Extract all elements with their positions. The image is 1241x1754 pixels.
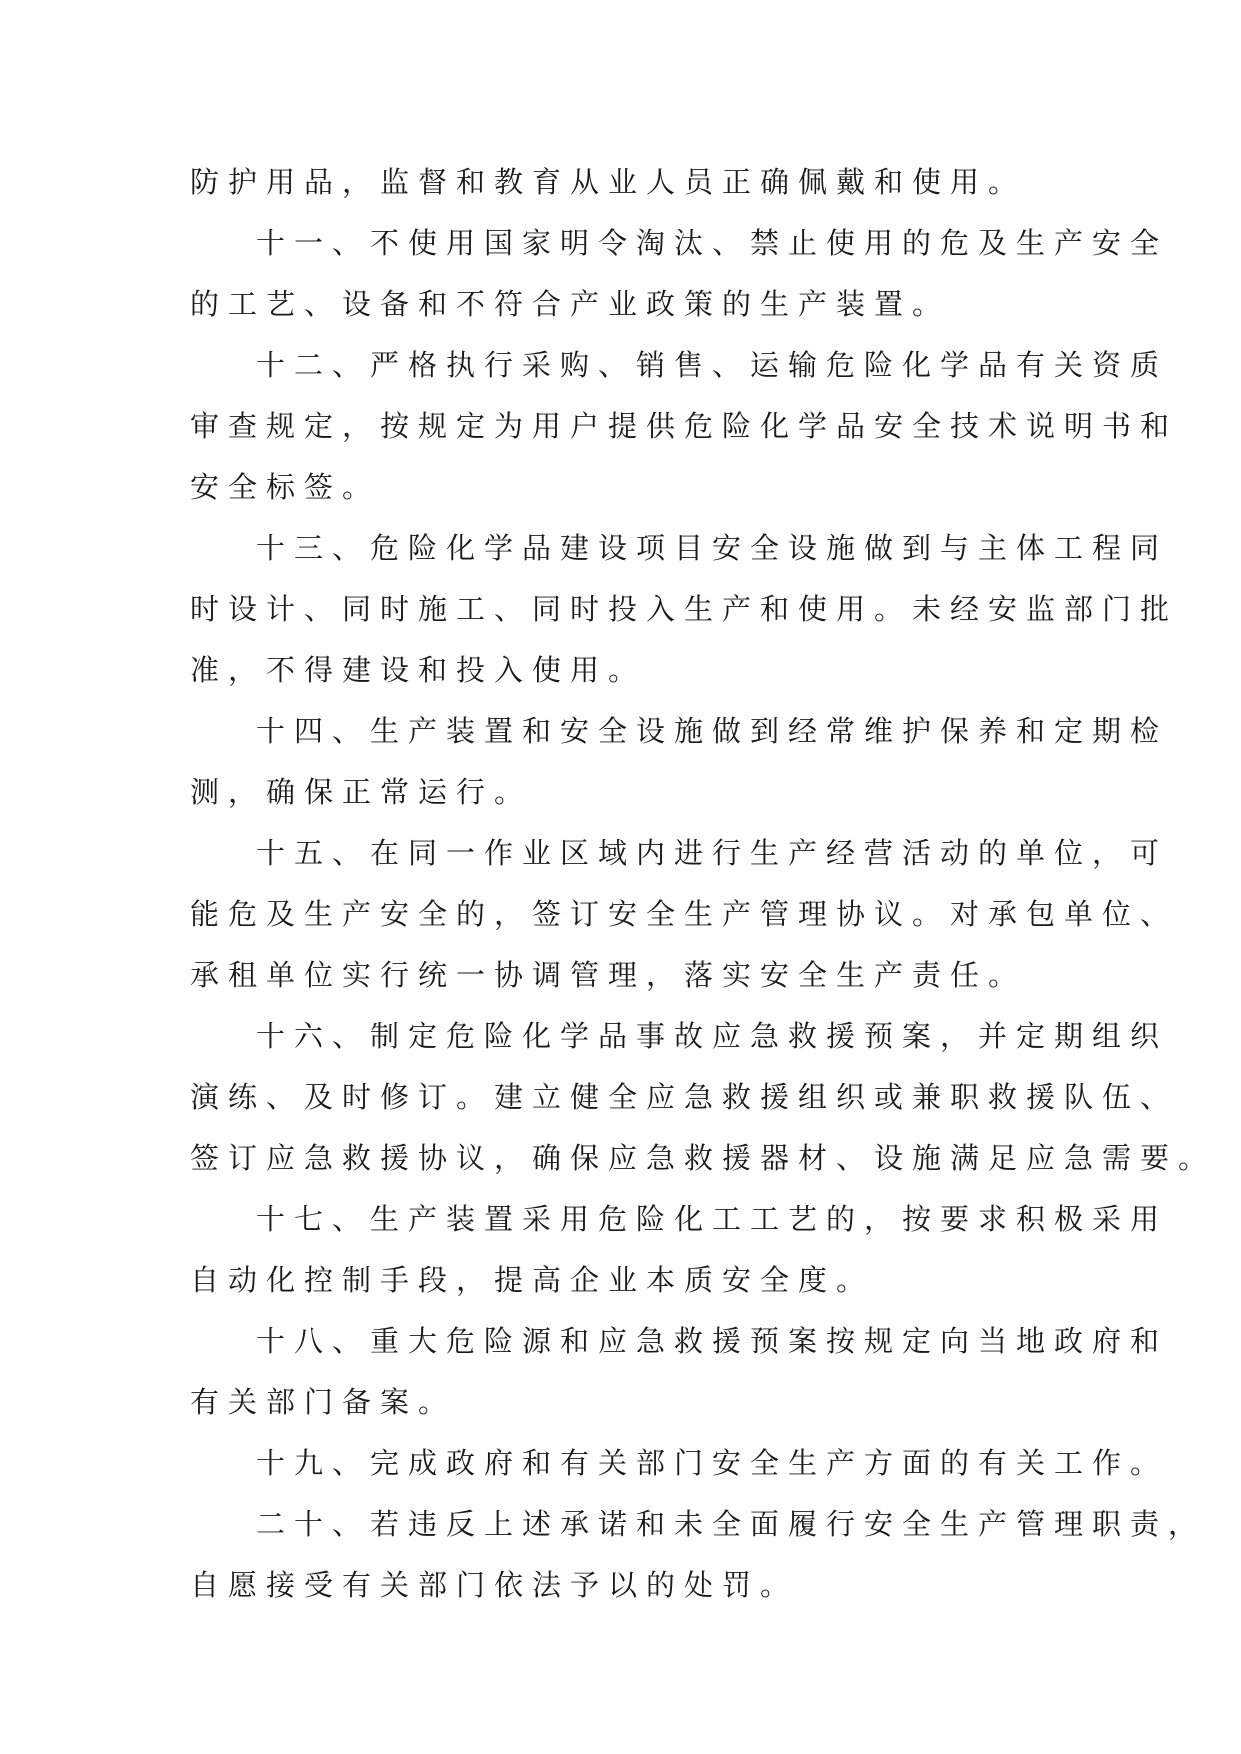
text-line: 的工艺、设备和不符合产业政策的生产装置。: [190, 287, 951, 321]
clause-20-line: 二十、若违反上述承诺和未全面履行安全生产管理职责，: [256, 1507, 1207, 1541]
text-line: 签订应急救援协议，确保应急救援器材、设施满足应急需要。: [190, 1141, 1217, 1175]
text-line: 时设计、同时施工、同时投入生产和使用。未经安监部门批: [190, 592, 1179, 626]
clause-13-line: 十三、危险化学品建设项目安全设施做到与主体工程同: [256, 531, 1169, 565]
clause-15-line: 十五、在同一作业区域内进行生产经营活动的单位，可: [256, 836, 1169, 870]
text-line: 准，不得建设和投入使用。: [190, 653, 647, 687]
clause-14-line: 十四、生产装置和安全设施做到经常维护保养和定期检: [256, 714, 1169, 748]
text-line: 自愿接受有关部门依法予以的处罚。: [190, 1568, 799, 1602]
text-line: 能危及生产安全的，签订安全生产管理协议。对承包单位、: [190, 897, 1179, 931]
clause-11-line: 十一、不使用国家明令淘汰、禁止使用的危及生产安全: [256, 226, 1169, 260]
text-line: 承租单位实行统一协调管理，落实安全生产责任。: [190, 958, 1027, 992]
text-line: 自动化控制手段，提高企业本质安全度。: [190, 1263, 875, 1297]
document-body: [190, 152, 1217, 1616]
clause-12-line: 十二、严格执行采购、销售、运输危险化学品有关资质: [256, 348, 1169, 382]
text-line: 安全标签。: [190, 470, 381, 504]
text-line: 有关部门备案。: [190, 1385, 457, 1419]
text-line: 测，确保正常运行。: [190, 775, 533, 809]
text-line: 防护用品，监督和教育从业人员正确佩戴和使用。: [190, 165, 1027, 199]
clause-17-line: 十七、生产装置采用危险化工工艺的，按要求积极采用: [256, 1202, 1169, 1236]
text-line: 审查规定，按规定为用户提供危险化学品安全技术说明书和: [190, 409, 1179, 443]
clause-19-line: 十九、完成政府和有关部门安全生产方面的有关工作。: [256, 1446, 1169, 1480]
clause-16-line: 十六、制定危险化学品事故应急救援预案，并定期组织: [256, 1019, 1169, 1053]
clause-18-line: 十八、重大危险源和应急救援预案按规定向当地政府和: [256, 1324, 1169, 1358]
text-line: 演练、及时修订。建立健全应急救援组织或兼职救援队伍、: [190, 1080, 1179, 1114]
